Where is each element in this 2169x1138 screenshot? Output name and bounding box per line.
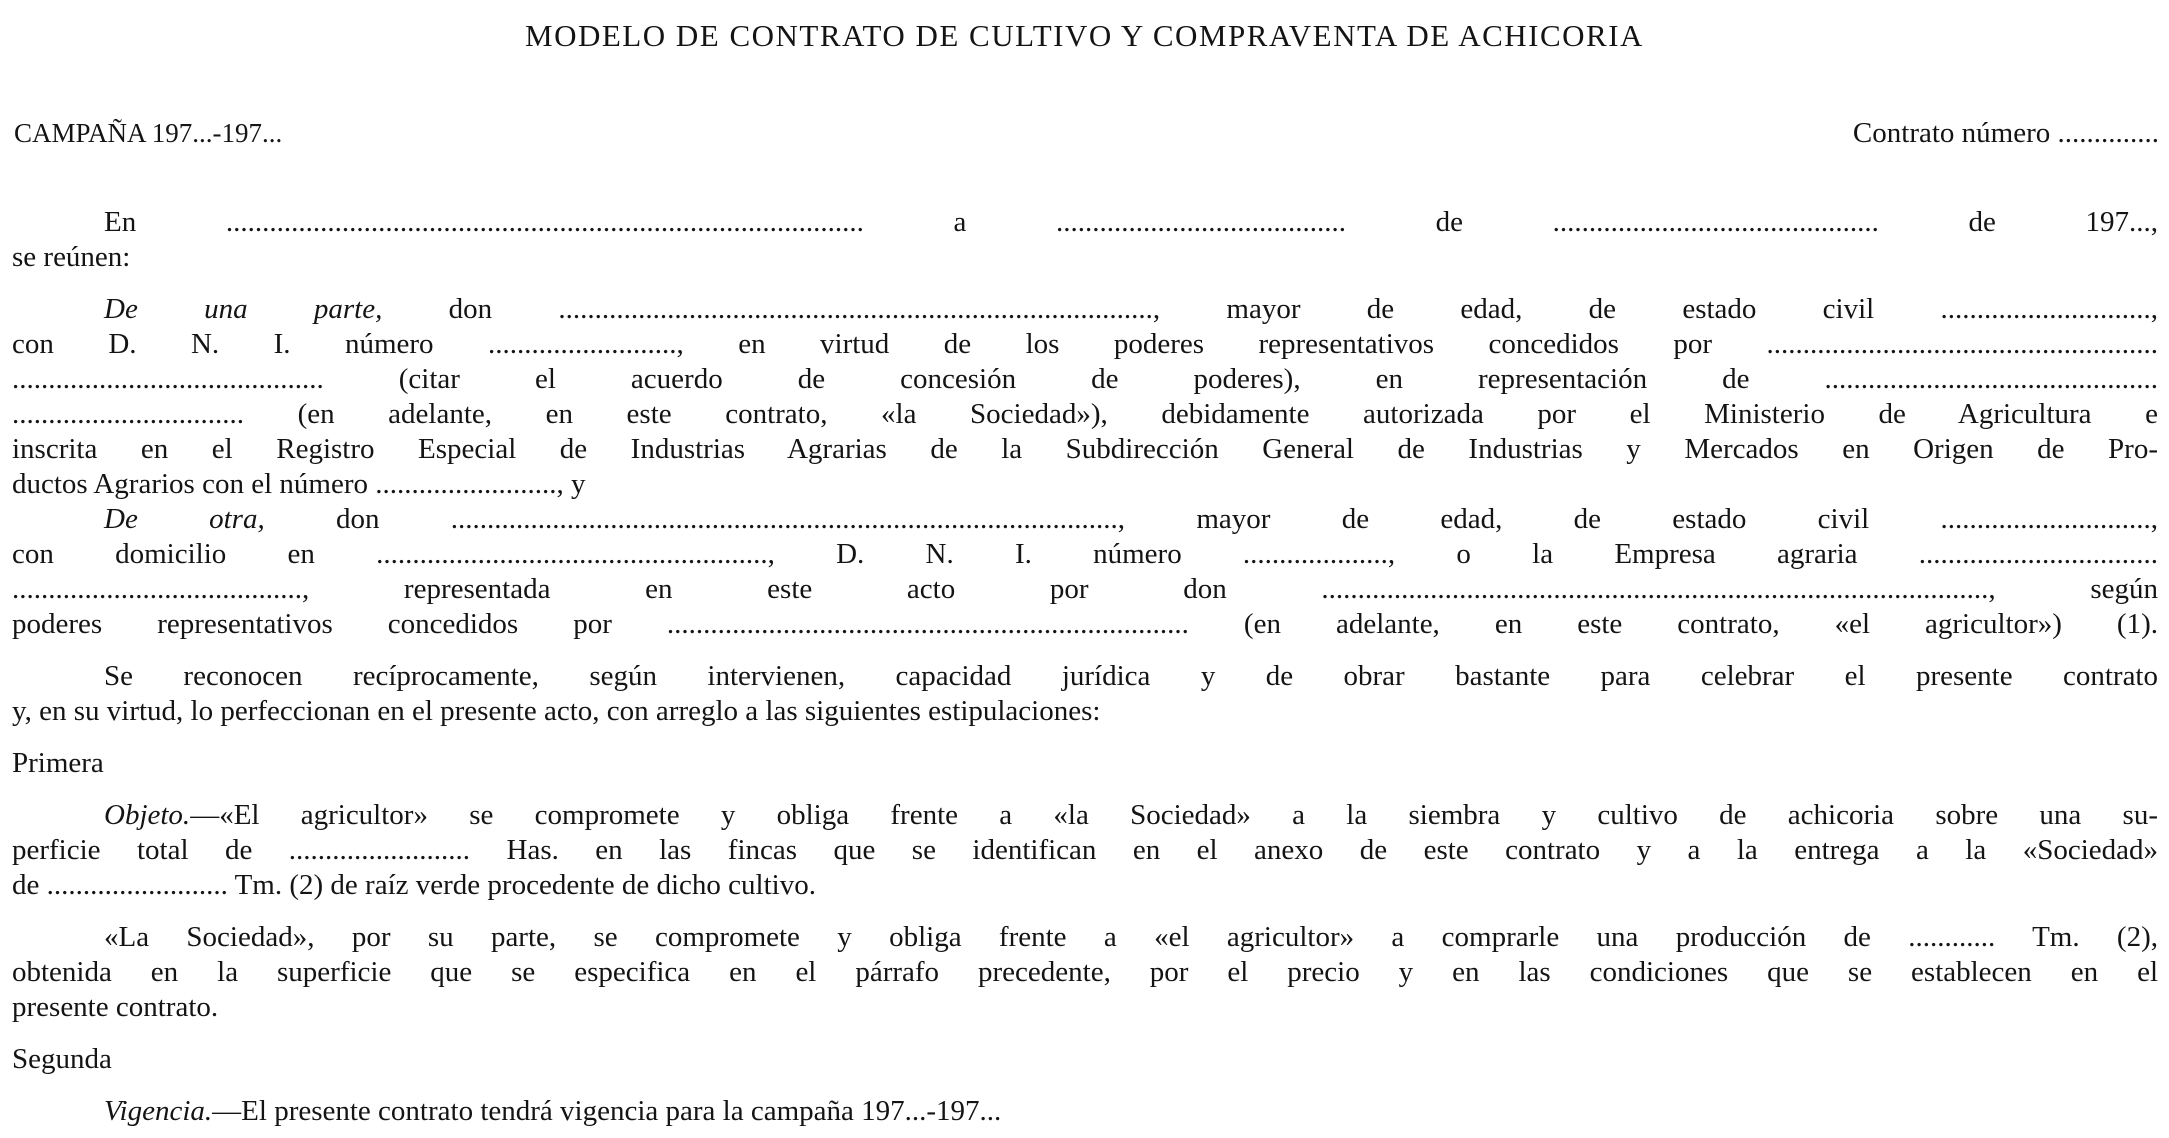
clause-heading-primera: Primera [12, 747, 104, 779]
text-line: inscrita en el Registro Especial de Industrias Agrarias de la Subdirección General de Industrias y Mercados en Origen de Pro- [12, 433, 2158, 465]
text-line: ........................................, representada en este acto por don ............................................................................................, según [12, 573, 2158, 605]
objeto-line [12, 798, 2158, 833]
campaign-label: CAMPAÑA 197...-197... [14, 118, 283, 148]
first-party-heading: De una parte, [104, 293, 383, 325]
vigencia-line [12, 1094, 2158, 1129]
first-party-line [12, 292, 2158, 327]
text-line: con D. N. I. número .........................., en virtud de los poderes representativos concedidos por ...................................................... [12, 328, 2158, 360]
text-span: —El presente contrato tendrá vigencia para la campaña 197...-197... [212, 1095, 1002, 1127]
text-span: don .................................................................................., mayor de edad, de estado civil ............................., [382, 293, 2158, 325]
text-line: Se reconocen recíprocamente, según intervienen, capacidad jurídica y de obrar bastante para celebrar el presente contrato [104, 660, 2158, 692]
text-line: con domicilio en ......................................................, D. N. I. número ...................., o la Empresa agraria ................................. [12, 538, 2158, 570]
document-title: MODELO DE CONTRATO DE CULTIVO Y COMPRAVENTA DE ACHICORIA [525, 18, 1644, 53]
text-line: En ........................................................................................ a ........................................ de ............................................. de 197..., [104, 206, 2158, 238]
text-line: de ......................... Tm. (2) de raíz verde procedente de dicho cultivo. [12, 869, 816, 901]
second-party-line [12, 502, 2158, 537]
text-line: «La Sociedad», por su parte, se compromete y obliga frente a «el agricultor» a comprarle una producción de ............ Tm. (2), [104, 921, 2158, 953]
text-line: y, en su virtud, lo perfeccionan en el presente acto, con arreglo a las siguientes estipulaciones: [12, 695, 1101, 727]
text-line: se reúnen: [12, 241, 131, 273]
text-line: perficie total de ......................... Has. en las fincas que se identifican en el anexo de este contrato y a la entrega a la «Sociedad» [12, 834, 2158, 866]
objeto-heading: Objeto. [104, 799, 191, 831]
second-party-heading: De otra, [104, 503, 265, 535]
contract-number-label: Contrato número .............. [1852, 117, 2159, 149]
contract-body [12, 205, 2158, 1129]
clause-heading-segunda: Segunda [12, 1043, 112, 1075]
text-span: don ............................................................................................, mayor de edad, de estado civil ............................., [264, 503, 2158, 535]
text-line: presente contrato. [12, 991, 219, 1023]
text-span: —«El agricultor» se compromete y obliga frente a «la Sociedad» a la siembra y cultivo de achicoria sobre una su- [190, 799, 2158, 831]
text-line: poderes representativos concedidos por ........................................................................ (en adelante, en este contrato, «el agricultor») (1). [12, 608, 2158, 640]
text-line: ductos Agrarios con el número ........................., y [12, 468, 586, 500]
text-line: obtenida en la superficie que se especifica en el párrafo precedente, por el precio y en las condiciones que se establecen en el [12, 956, 2158, 988]
vigencia-heading: Vigencia. [104, 1095, 213, 1127]
text-line: ................................ (en adelante, en este contrato, «la Sociedad»), debidamente autorizada por el Ministerio de Agricultura e [12, 398, 2158, 430]
text-line: ........................................... (citar el acuerdo de concesión de poderes), en representación de .............................................. [12, 363, 2158, 395]
